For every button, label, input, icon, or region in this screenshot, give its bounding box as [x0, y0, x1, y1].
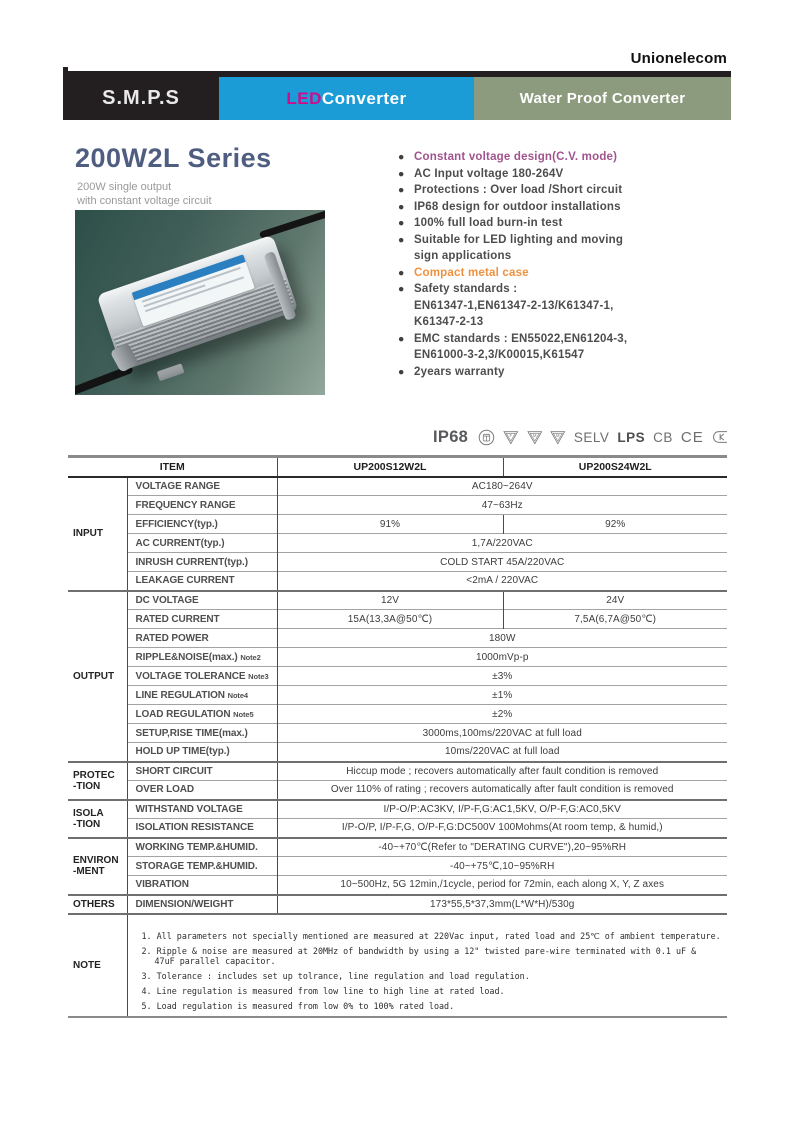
row-value: 173*55,5*37,3mm(L*W*H)/530g — [277, 895, 727, 914]
enclosure-mark-icon — [478, 425, 495, 450]
row-label: HOLD UP TIME(typ.) — [127, 743, 277, 762]
table-row — [68, 876, 727, 895]
table-header-row — [68, 457, 727, 477]
row-value-model1: 91% — [277, 515, 503, 534]
led-rest-text: Converter — [321, 88, 407, 108]
table-row — [68, 857, 727, 876]
bullet-icon: ● — [398, 217, 405, 229]
selv-label: SELV — [573, 429, 610, 445]
feature-item: ● 2years warranty — [398, 364, 738, 381]
spec-table — [68, 455, 727, 1018]
row-label: VOLTAGE TOLERANCE Note3 — [127, 667, 277, 686]
table-row — [68, 477, 727, 496]
ip68-badge: IP68 — [433, 427, 469, 446]
note-content — [127, 914, 727, 1018]
row-label: SHORT CIRCUIT — [127, 762, 277, 781]
row-value: I/P-O/P, I/P-F,G, O/P-F,G:DC500V 100Mohms(At room temp, & humid,) — [277, 819, 727, 838]
row-label: ISOLATION RESISTANCE — [127, 819, 277, 838]
row-label: AC CURRENT(typ.) — [127, 534, 277, 553]
table-row — [68, 705, 727, 724]
table-row — [68, 496, 727, 515]
svg-text:M: M — [532, 432, 537, 438]
row-value: I/P-O/P:AC3KV, I/P-F,G:AC1,5KV, O/P-F,G:AC0,5KV — [277, 800, 727, 819]
bullet-icon: ● — [398, 167, 405, 180]
note-ref: Note4 — [227, 690, 248, 700]
label-blue-band — [132, 254, 246, 300]
row-label: DC VOLTAGE — [127, 591, 277, 610]
smps-label: S.M.P.S — [63, 77, 219, 120]
table-row — [68, 762, 727, 781]
row-value: ±2% — [277, 705, 727, 724]
bullet-icon: ● — [398, 151, 405, 163]
bullet-icon: ● — [398, 283, 405, 295]
table-row — [68, 648, 727, 667]
row-value: COLD START 45A/220VAC — [277, 553, 727, 572]
table-row — [68, 724, 727, 743]
waterproof-banner: Water Proof Converter — [474, 77, 731, 120]
kc-mark-icon — [712, 427, 728, 447]
product-photo — [75, 210, 325, 395]
lps-label: LPS — [617, 429, 646, 445]
group-environment: ENVIRON -MENT — [68, 838, 127, 895]
row-value: -40~+70℃(Refer to "DERATING CURVE"),20~95%RH — [277, 838, 727, 857]
bullet-icon: ● — [398, 332, 405, 345]
row-label: FREQUENCY RANGE — [127, 496, 277, 515]
subtitle-line-1: 200W single output — [77, 181, 172, 193]
table-row — [68, 553, 727, 572]
feature-item-continuation: sign applications — [414, 250, 512, 262]
row-value: Hiccup mode ; recovers automatically after fault condition is removed — [277, 762, 727, 781]
note-ref: Note2 — [240, 652, 261, 662]
table-row — [68, 667, 727, 686]
row-label: WITHSTAND VOLTAGE — [127, 800, 277, 819]
row-label: LEAKAGE CURRENT — [127, 572, 277, 591]
row-value: 10ms/220VAC at full load — [277, 743, 727, 762]
row-label: INRUSH CURRENT(typ.) — [127, 553, 277, 572]
table-row — [68, 515, 727, 534]
row-value-model2: 92% — [503, 515, 727, 534]
svg-text:M: M — [556, 432, 560, 438]
note-section — [68, 914, 727, 1018]
bullet-icon: ● — [398, 365, 405, 378]
m-mark-triangle-icon — [550, 427, 566, 448]
unit-body — [97, 235, 299, 371]
row-label: EFFICIENCY(typ.) — [127, 515, 277, 534]
feature-item: ● Safety standards : — [398, 281, 738, 298]
svg-text:F: F — [509, 432, 513, 438]
row-value: <2mA / 220VAC — [277, 572, 727, 591]
cb-label: CB — [653, 429, 673, 445]
note-line: 2. Ripple & noise are measured at 20MHz of bandwidth by using a 12" twisted pare-wire terminated with 0.1 uF & 47uF parallel capacitor. — [141, 945, 697, 966]
group-isolation: ISOLA -TION — [68, 800, 127, 838]
row-label: RIPPLE&NOISE(max.) Note2 — [127, 648, 277, 667]
note-ref: Note5 — [233, 709, 254, 719]
row-label: LINE REGULATION Note4 — [127, 686, 277, 705]
led-accent-text: LED — [286, 88, 322, 108]
header-left-tab — [63, 67, 68, 81]
page-title: 200W2L Series — [75, 143, 272, 173]
row-value: 1000mVp-p — [277, 648, 727, 667]
item-header: ITEM — [68, 457, 277, 477]
table-row — [68, 610, 727, 629]
features-list — [398, 149, 738, 380]
ce-mark: CE — [680, 428, 704, 446]
feature-item: ● Constant voltage design(C.V. mode) — [398, 149, 738, 166]
table-row — [68, 819, 727, 838]
row-label: SETUP,RISE TIME(max.) — [127, 724, 277, 743]
bullet-icon: ● — [398, 233, 405, 246]
model-column-2: UP200S24W2L — [503, 457, 727, 477]
note-line: 3. Tolerance : includes set up tolrance, line regulation and load regulation. — [141, 971, 530, 981]
table-row — [68, 895, 727, 914]
table-row — [68, 686, 727, 705]
row-value: -40~+75℃,10~95%RH — [277, 857, 727, 876]
feature-item: ● IP68 design for outdoor installations — [398, 199, 738, 216]
row-value: 3000ms,100ms/220VAC at full load — [277, 724, 727, 743]
row-value-model2: 7,5A(6,7A@50℃) — [503, 610, 727, 629]
row-label: STORAGE TEMP.&HUMID. — [127, 857, 277, 876]
feature-item-continuation: K61347-2-13 — [414, 316, 484, 328]
row-label: RATED CURRENT — [127, 610, 277, 629]
led-converter-banner — [219, 77, 474, 120]
output-wire — [259, 210, 325, 239]
row-value: ±1% — [277, 686, 727, 705]
row-value-model1: 15A(13,3A@50℃) — [277, 610, 503, 629]
certification-row — [433, 423, 728, 451]
feature-item-continuation: EN61347-1,EN61347-2-13/K61347-1, — [414, 299, 614, 312]
page-subtitle — [77, 180, 212, 208]
feature-item: ● EMC standards : EN55022,EN61204-3, — [398, 331, 738, 348]
row-label: DIMENSION/WEIGHT — [127, 895, 277, 914]
table-row — [68, 800, 727, 819]
group-protection: PROTEC -TION — [68, 762, 127, 800]
brand-logo: Unionelecom — [630, 50, 727, 67]
note-line: 5. Load regulation is measured from low 0% to 100% rated load. — [141, 1001, 455, 1011]
model-column-1: UP200S12W2L — [277, 457, 503, 477]
table-row — [68, 743, 727, 762]
row-value: AC180~264V — [277, 477, 727, 496]
table-row — [68, 629, 727, 648]
row-value-model2: 24V — [503, 591, 727, 610]
note-line: 4. Line regulation is measured from low line to high line at rated load. — [141, 986, 505, 996]
subtitle-line-2: with constant voltage circuit — [77, 195, 212, 207]
feature-item: ● 100% full load burn-in test — [398, 215, 738, 232]
row-value: 10~500Hz, 5G 12min,/1cycle, period for 72min, each along X, Y, Z axes — [277, 876, 727, 895]
table-row — [68, 781, 727, 800]
feature-item: ● Protections : Over load /Short circuit — [398, 182, 738, 199]
row-label: VIBRATION — [127, 876, 277, 895]
f-mark-triangle-icon — [503, 427, 519, 448]
row-value: ±3% — [277, 667, 727, 686]
group-others: OTHERS — [68, 895, 127, 914]
bullet-icon: ● — [398, 184, 405, 196]
row-label: WORKING TEMP.&HUMID. — [127, 838, 277, 857]
row-label: OVER LOAD — [127, 781, 277, 800]
group-input: INPUT — [73, 528, 103, 539]
feature-item: ● AC Input voltage 180-264V — [398, 166, 738, 183]
row-label: VOLTAGE RANGE — [127, 477, 277, 496]
table-row — [68, 572, 727, 591]
note-ref: Note3 — [248, 671, 269, 681]
power-supply-unit — [83, 219, 317, 389]
row-value: 180W — [277, 629, 727, 648]
row-value-model1: 12V — [277, 591, 503, 610]
feature-item: ● Suitable for LED lighting and moving — [398, 232, 738, 249]
table-row — [68, 534, 727, 553]
feature-item-continuation: EN61000-3-2,3/K00015,K61547 — [414, 349, 585, 361]
bullet-icon: ● — [398, 266, 405, 279]
row-label: LOAD REGULATION Note5 — [127, 705, 277, 724]
row-value: 47~63Hz — [277, 496, 727, 515]
m-mark-triangle-icon — [527, 427, 543, 448]
row-value: Over 110% of rating ; recovers automatically after fault condition is removed — [277, 781, 727, 800]
mounting-bracket — [157, 363, 185, 381]
table-row — [68, 591, 727, 610]
group-note: NOTE — [68, 914, 127, 1018]
table-row — [68, 838, 727, 857]
feature-item: ● Compact metal case — [398, 265, 738, 282]
group-output: OUTPUT — [68, 591, 127, 762]
bullet-icon: ● — [398, 200, 405, 213]
header-bar — [63, 71, 731, 120]
note-line: 1. All parameters not specially mentioned are measured at 220Vac input, rated load and 25℃ of ambient temperature. — [141, 930, 721, 941]
row-label: RATED POWER — [127, 629, 277, 648]
row-value: 1,7A/220VAC — [277, 534, 727, 553]
